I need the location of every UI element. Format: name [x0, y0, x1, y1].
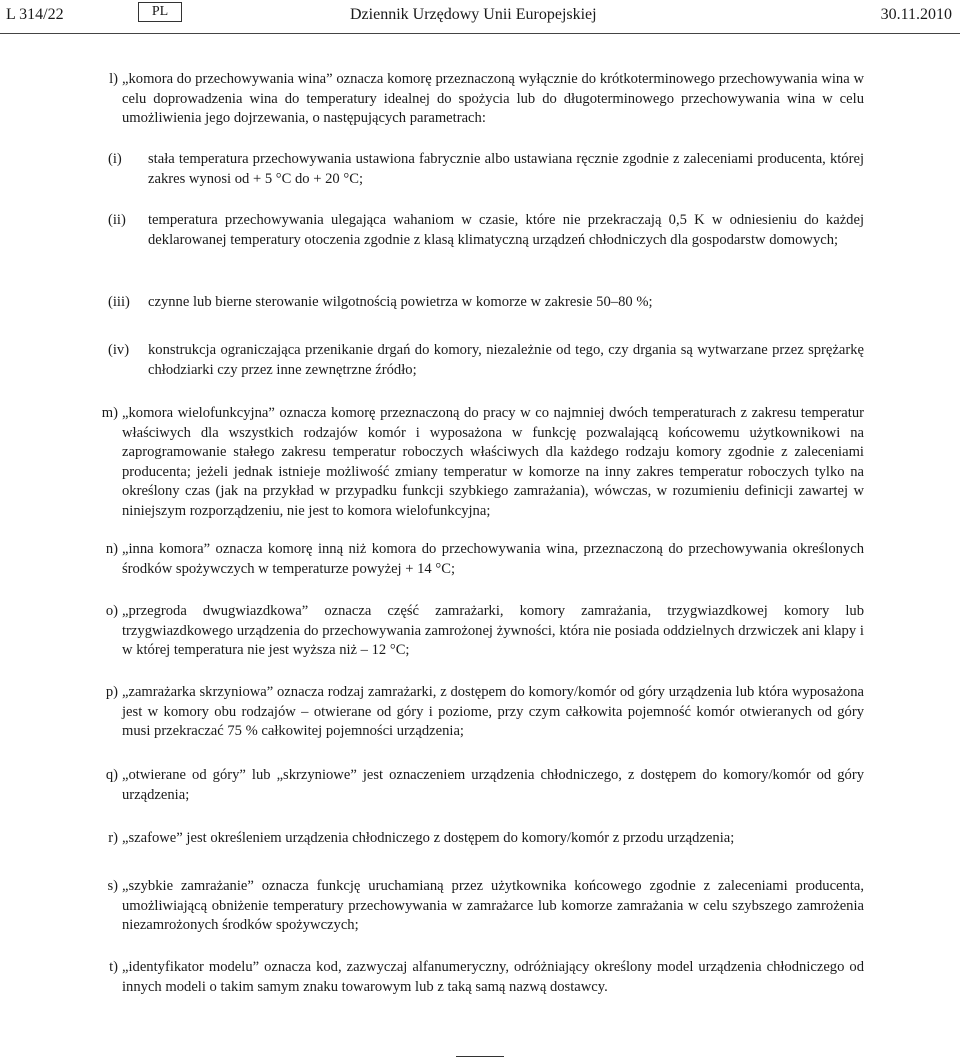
sub-item-label: (i): [108, 151, 122, 167]
definition-label: m): [101, 405, 118, 421]
journal-title: Dziennik Urzędowy Unii Europejskiej: [350, 6, 597, 23]
sub-item-text: temperatura przechowywania ulegająca wahaniom w czasie, które nie przekraczają 0,5 K w odniesieniu do każdej deklarowanej temperatury otoczenia zgodnie z klasą klimatyczną urządzeń chłodniczych dla gospodarstw domowych;: [148, 212, 864, 248]
sub-item-label: (iii): [108, 294, 130, 310]
definition-text: „komora do przechowywania wina” oznacza komorę przeznaczoną wyłącznie do krótkoterminowego przechowywania wina w celu doprowadzenia wina do temperatury idealnej do spożycia lub do długoterminowego przechowywania wina w celu umożliwienia jego dojrzewania, o następujących parametrach:: [122, 71, 864, 126]
definition-label: q): [105, 767, 118, 783]
definition-label: n): [105, 541, 118, 557]
sub-item-text: konstrukcja ograniczająca przenikanie drgań do komory, niezależnie od tego, czy drgania są wytwarzane przez sprężarkę chłodziarki czy przez inne zewnętrzne źródło;: [148, 342, 864, 378]
sub-item-text: stała temperatura przechowywania ustawiona fabrycznie albo ustawiana ręcznie zgodnie z zaleceniami producenta, której zakres wynosi od + 5 °C do + 20 °C;: [148, 151, 864, 187]
sub-item-label: (iv): [108, 342, 130, 358]
page-number: L 314/22: [6, 6, 64, 23]
definition-text: „komora wielofunkcyjna” oznacza komorę przeznaczoną do pracy w co najmniej dwóch temperaturach z zakresu temperatur właściwych dla wszystkich rodzajów komór i wyposażona w funkcję pozwalającą końcowemu użytkownikowi na zaprogramowanie stałego zakresu temperatur roboczych właściwych dla każdego rodzaju komory zgodnie z zaleceniami producenta; jeżeli jednak istnieje możliwość zmiany temperatur w komorze na inny zakres temperatur roboczych tylko na określony czas (jak na przykład w przypadku funkcji szybkiego zamrażania), wówczas, w rozumieniu definicji zawartej w niniejszym rozporządzeniu, nie jest to komora wielofunkcyjna;: [122, 405, 864, 519]
definition-label: s): [107, 878, 118, 894]
definition-label: r): [108, 830, 118, 846]
issue-date: 30.11.2010: [880, 6, 952, 23]
definition-text: „inna komora” oznacza komorę inną niż komora do przechowywania wina, przeznaczoną do przechowywania określonych środków spożywczych w temperaturze powyżej + 14 °C;: [122, 541, 864, 577]
language-badge: PL: [138, 2, 182, 22]
definition-label: l): [109, 71, 118, 87]
definition-text: „szybkie zamrażanie” oznacza funkcję uruchamianą przez użytkownika końcowego zgodnie z zaleceniami producenta, umożliwiającą obniżenie temperatury przechowywania w zamrażarce lub komorze zamrażania w celu szybszego zamrożenia niezamrożonych środków spożywczych;: [122, 878, 864, 933]
definition-text: „szafowe” jest określeniem urządzenia chłodniczego z dostępem do komory/komór z przodu urządzenia;: [122, 830, 735, 846]
definition-text: „przegroda dwugwiazdkowa” oznacza część zamrażarki, komory zamrażania, trzygwiazdkowej komory lub trzygwiazdkowego urządzenia do przechowywania zamrożonej żywności, która nie posiada oddzielnych drzwiczek ani klapy i w której temperatura nie jest wyższa niż – 12 °C;: [122, 603, 864, 658]
definition-label: p): [105, 684, 118, 700]
page-header: [0, 0, 960, 38]
sub-item-label: (ii): [108, 212, 126, 228]
definition-text: „otwierane od góry” lub „skrzyniowe” jest oznaczeniem urządzenia chłodniczego, z dostępem do komory/komór od góry urządzenia;: [122, 767, 864, 803]
definition-text: „identyfikator modelu” oznacza kod, zazwyczaj alfanumeryczny, odróżniający określony model urządzenia chłodniczego od innych modeli o takim samym znaku towarowym lub z taką samą nazwą dostawcy.: [122, 959, 864, 995]
definition-label: t): [109, 959, 118, 975]
footer-rule: [456, 1056, 504, 1057]
sub-item-text: czynne lub bierne sterowanie wilgotnością powietrza w komorze w zakresie 50–80 %;: [148, 294, 653, 310]
definition-text: „zamrażarka skrzyniowa” oznacza rodzaj zamrażarki, z dostępem do komory/komór od góry urządzenia lub która wyposażona jest w komory obu rodzajów – otwierane od góry i poziome, przy czym całkowita pojemność komór otwieranych od góry musi przekraczać 75 % całkowitej pojemności urządzenia;: [122, 684, 864, 739]
definition-label: o): [105, 603, 118, 619]
header-rule: [0, 33, 960, 34]
